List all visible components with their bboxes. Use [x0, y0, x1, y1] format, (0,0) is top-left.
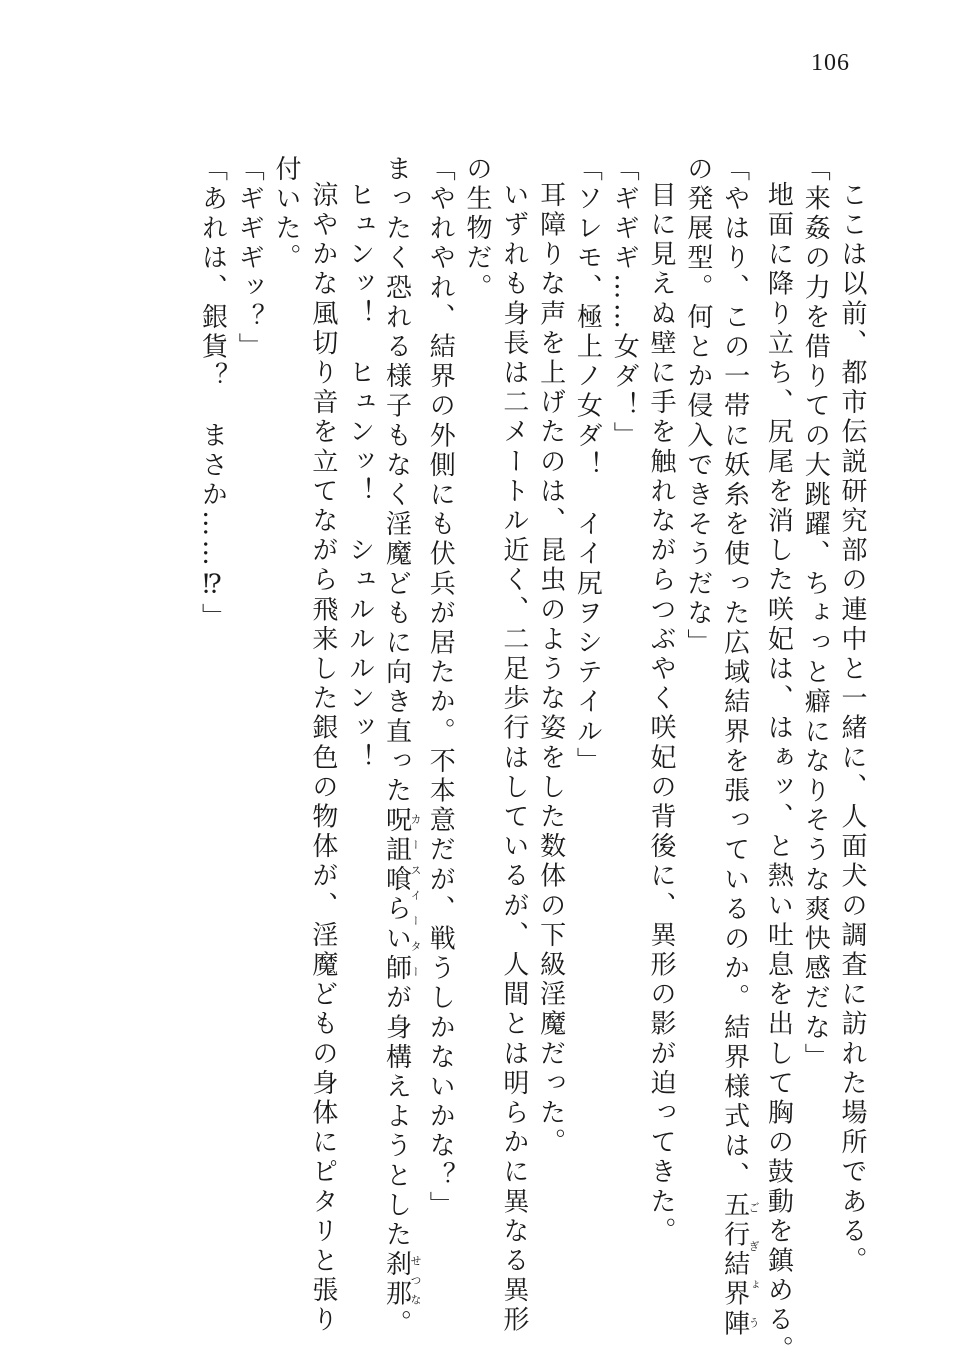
text-fragment: 「やれやれ、結界の外側にも伏兵が居たか。不本意だが、 — [425, 155, 456, 925]
text-line: いずれも身長は二メートル近く、二足歩行はしているが、人間とは明らかに異なる異形 — [498, 181, 529, 1336]
text-fragment: 「やはり、この一帯に妖糸を使った広域結界を張っているのか。結界様式は、 — [719, 155, 750, 1191]
text-line: 「来姦の力を借りての大跳躍、ちょっと癖になりそうな爽快感だな」 — [800, 155, 831, 1073]
text-line: 「ギギギッ？」 — [234, 155, 265, 363]
text-line — [378, 155, 422, 1340]
ruby-curse-eater: 呪詛喰らい師カースイーター — [381, 806, 422, 984]
text-fragment: が身構えようとした — [381, 983, 412, 1251]
text-fragment: まったく恐れる様子もなく淫魔どもに向き直った — [381, 155, 412, 807]
text-line: の生物だ。 — [462, 155, 493, 303]
ruby-setsuna: 刹那せつな — [381, 1250, 422, 1310]
text-line: 付いた。 — [271, 155, 302, 274]
text-line: 目に見えぬ壁に手を触れながらつぶやく咲妃の背後に、異形の影が迫ってきた。 — [646, 181, 677, 1247]
text-line: の発展型。何とか侵入できそうだな」 — [682, 155, 713, 659]
text-line: ここは以前、都市伝説研究部の連中と一緒に、人面犬の調査に訪れた場所である。 — [837, 181, 867, 1277]
text-fragment: 。 — [381, 1309, 412, 1340]
text-line — [716, 155, 761, 1339]
text-line: 地面に降り立ち、尻尾を消した咲妃は、はぁッ、と熱い吐息を出して胸の鼓動を鎮める。 — [763, 181, 794, 1365]
text-line: 「ソレモ、極上ノ女ダ！ イイ尻ヲシテイル」 — [572, 155, 603, 777]
page-number: 106 — [811, 50, 850, 76]
ruby-gogyou: 五行結界陣ごぎょう — [719, 1191, 761, 1339]
text-line: 「あれは、銀貨？ まさか……⁉」 — [197, 155, 228, 633]
text-line: 「ギギギ……女ダ！」 — [609, 155, 640, 451]
text-line — [421, 155, 458, 1305]
novel-text — [110, 155, 870, 1365]
text-line: 涼やかな風切り音を立てながら飛来した銀色の物体が、淫魔どもの身体にピタリと張り — [307, 181, 338, 1336]
text-line: 耳障りな声を上げたのは、昆虫のような姿をした数体の下級淫魔だった。 — [535, 181, 566, 1158]
text-line: ヒュンッ！ ヒュンッ！ シュルルルンッ！ — [344, 181, 375, 773]
text-fragment: 戦うしかないかな？」 — [425, 924, 456, 1221]
